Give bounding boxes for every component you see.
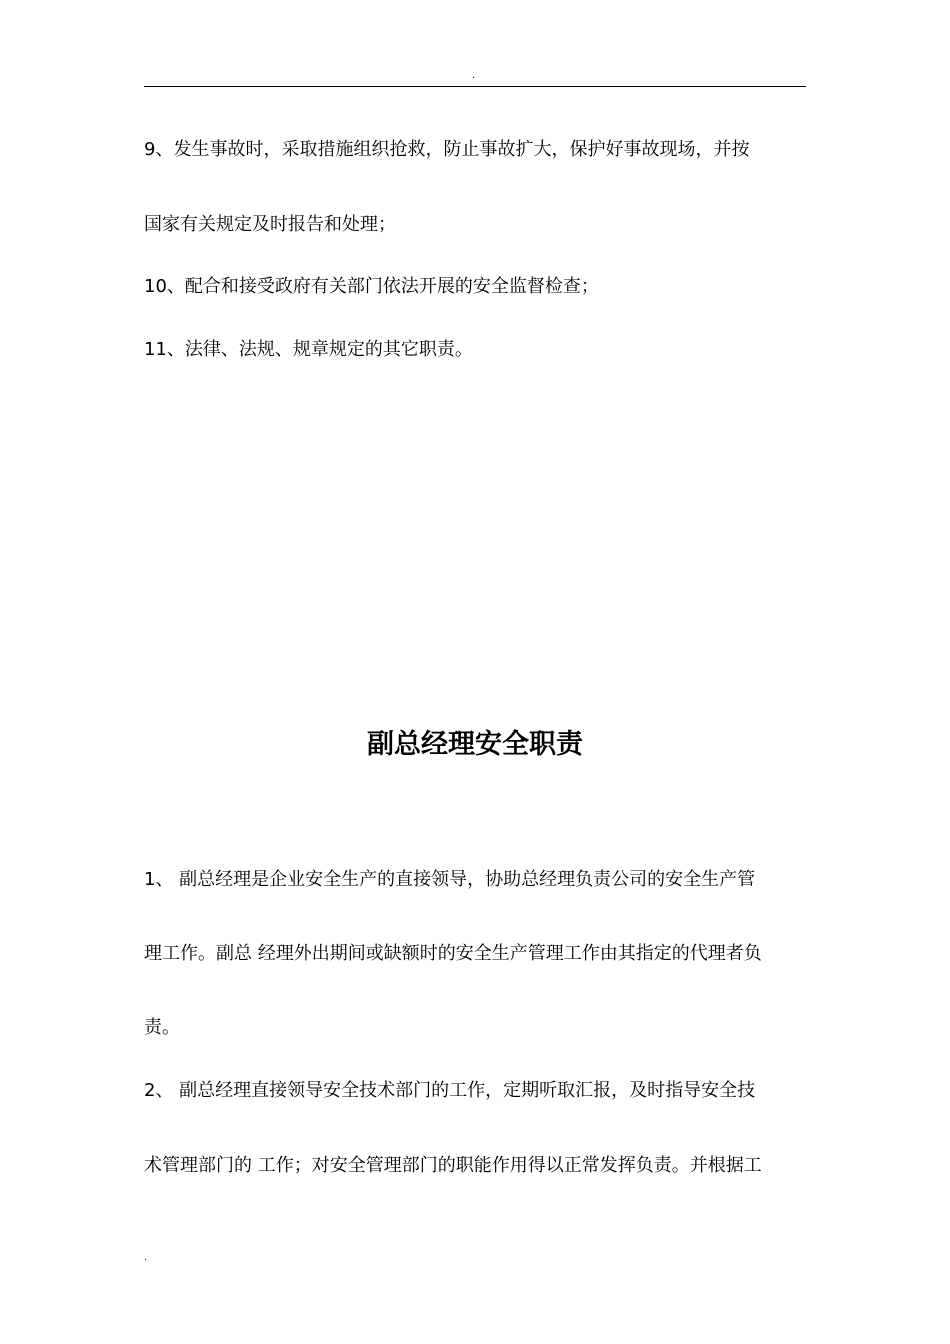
- header-mark: .: [472, 70, 476, 81]
- vp-item-1-line-3: 责。: [144, 1017, 180, 1038]
- item-9-line-1: 9、发生事故时，采取措施组织抢救，防止事故扩大，保护好事故现场，并按: [144, 139, 750, 160]
- vp-item-2-line-2: 术管理部门的 工作；对安全管理部门的职能作用得以正常发挥负责。并根据工: [144, 1155, 762, 1176]
- item-10: 10、配合和接受政府有关部门依法开展的安全监督检查；: [144, 276, 599, 297]
- item-9-line-2: 国家有关规定及时报告和处理；: [144, 214, 396, 235]
- vp-item-2-line-1: 2、 副总经理直接领导安全技术部门的工作，定期听取汇报，及时指导安全技: [144, 1080, 756, 1101]
- footer-mark: .: [144, 1252, 148, 1263]
- header-rule: [144, 86, 806, 87]
- item-11: 11、法律、法规、规章规定的其它职责。: [144, 339, 473, 360]
- vp-item-1-line-1: 1、 副总经理是企业安全生产的直接领导，协助总经理负责公司的安全生产管: [144, 869, 756, 890]
- section-title: 副总经理安全职责: [367, 729, 583, 760]
- vp-item-1-line-2: 理工作。副总 经理外出期间或缺额时的安全生产管理工作由其指定的代理者负: [144, 943, 762, 964]
